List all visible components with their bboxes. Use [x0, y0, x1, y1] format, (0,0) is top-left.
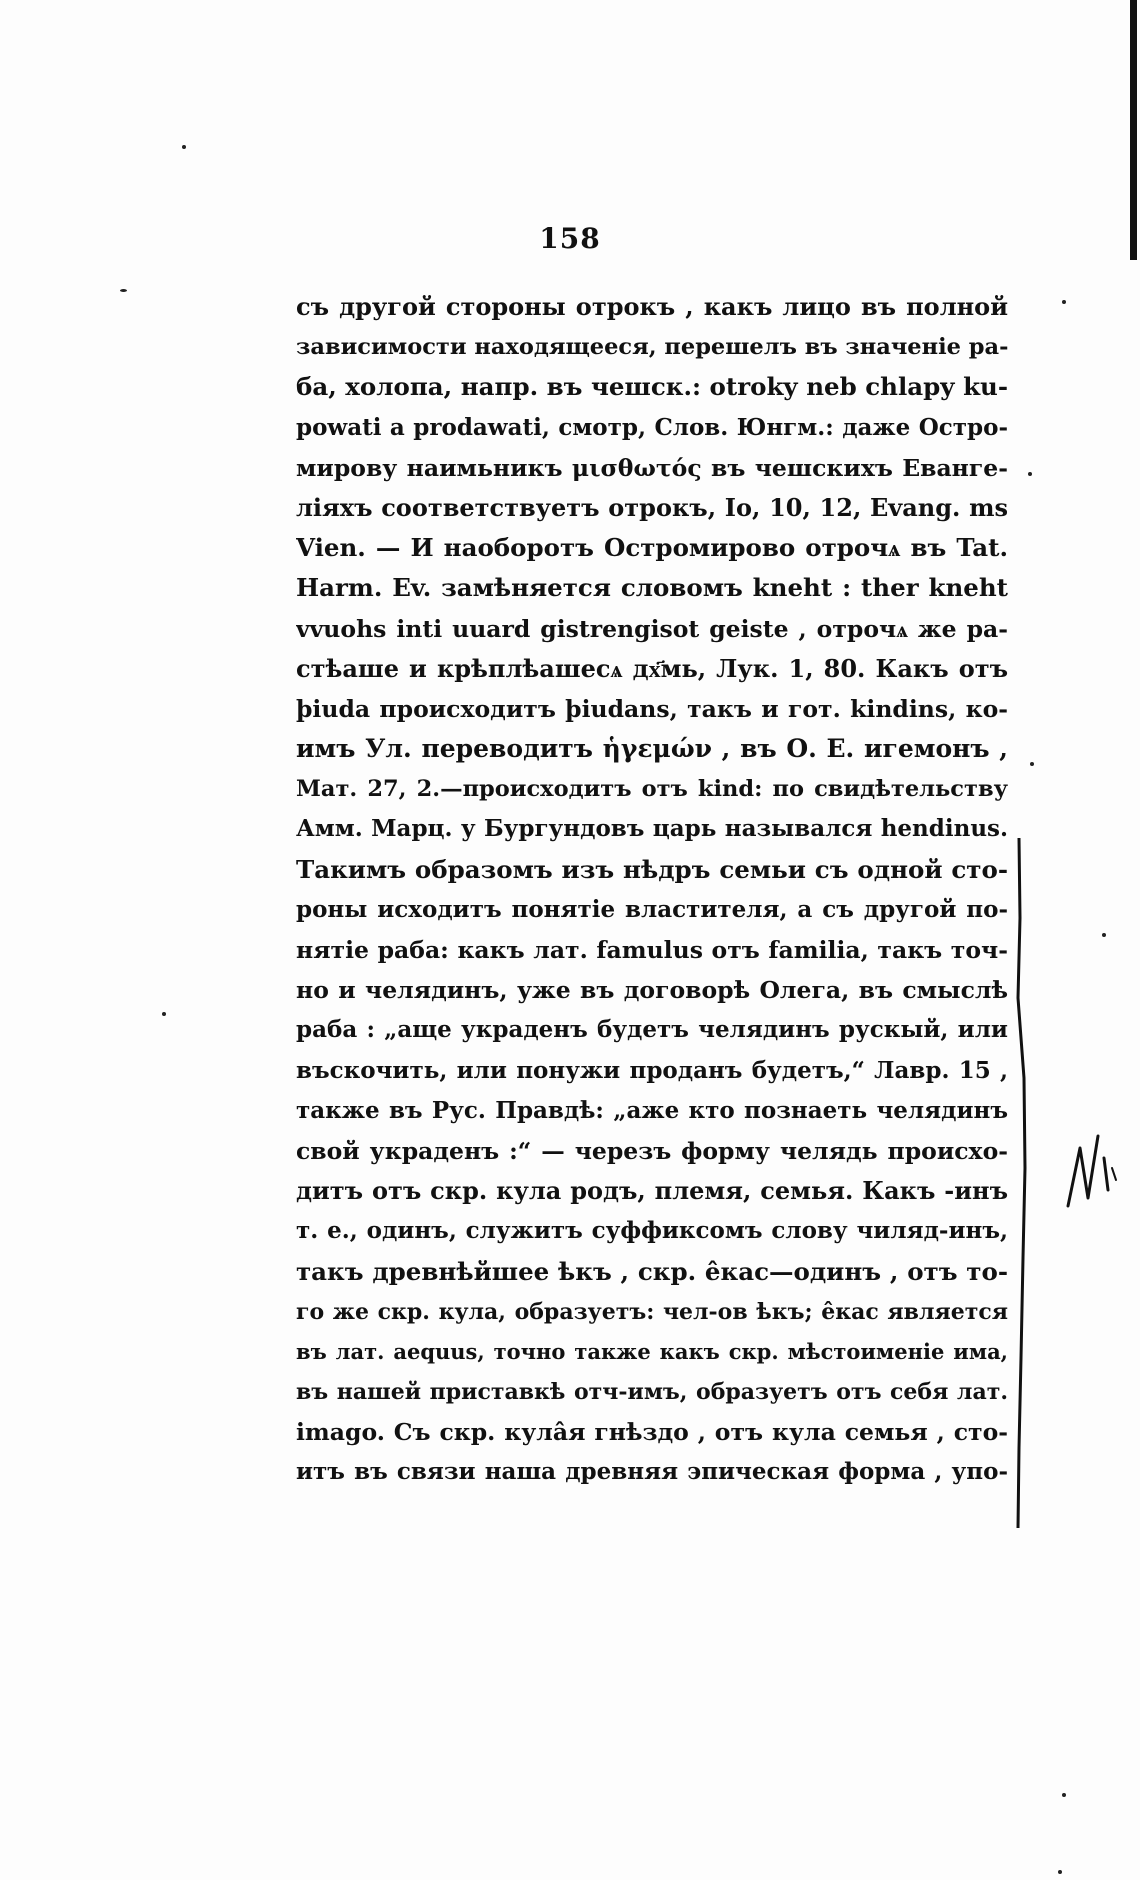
page-edge-shadow — [1130, 0, 1137, 260]
text-line: зависимости находящееся, перешелъ въ значенiе ра- — [296, 334, 1008, 361]
text-line: þiuda происходитъ þiudans, такъ и гот. kindins, ко- — [296, 694, 1008, 723]
body-text — [296, 287, 1008, 1493]
text-line: такъ древнѣйшее ѣкъ , скр. êкас—одинъ , отъ то- — [296, 1256, 1008, 1286]
text-line: итъ въ связи наша древняя эпическая форма , упо- — [296, 1458, 1008, 1486]
text-line: Такимъ образомъ изъ нѣдръ семьи съ одной сто- — [296, 854, 1008, 884]
text-line: дитъ отъ скр. кула родъ, племя, семья. Какъ -инъ — [296, 1176, 1008, 1206]
text-line: но и челядинъ, уже въ договорѣ Олега, въ смыслѣ — [296, 976, 1008, 1005]
text-line: въ нашей приставкѣ отч-имъ, образуетъ отъ себя лат. — [296, 1379, 1008, 1406]
text-line: Vien. — И наоборотъ Остромирово отрочѧ въ Tat. — [296, 533, 1008, 563]
scan-speck — [1062, 300, 1066, 304]
text-line: ба, холопа, напр. въ чешск.: otroky neb chlapy ku- — [296, 372, 1008, 402]
text-line: го же скр. кула, образуетъ: чел-ов ѣкъ; êкас является — [296, 1298, 1008, 1325]
scan-speck — [1030, 762, 1034, 766]
text-line: powati a prodawati, смотр, Слов. Юнгм.: даже Остро- — [296, 413, 1008, 441]
text-line: свой украденъ :“ — черезъ форму челядь происхо- — [296, 1136, 1008, 1165]
scan-speck — [120, 289, 127, 292]
text-line: роны исходитъ понятiе властителя, а съ другой по- — [296, 895, 1008, 923]
scan-speck — [1028, 472, 1032, 476]
text-line: мирову наимьникъ μισθωτός въ чешскихъ Еванге- — [296, 453, 1008, 482]
page-number: 158 — [539, 222, 601, 255]
text-line: также въ Рус. Правдѣ: „аже кто познаеть челядинъ — [296, 1096, 1008, 1124]
text-line: imago. Съ скр. кулâя гнѣздо , отъ кула семья , сто- — [296, 1418, 1008, 1447]
text-line: въ лат. aequus, точно также какъ скр. мѣстоименiе има, — [296, 1338, 1008, 1364]
text-line: т. е., одинъ, служитъ суффиксомъ слову чиляд-инъ, — [296, 1217, 1008, 1245]
scan-speck — [1102, 933, 1106, 937]
scan-speck — [162, 1012, 166, 1016]
text-line: имъ Ул. переводитъ ἡγεμών , въ О. Е. игемонъ , — [296, 734, 1008, 764]
scan-speck — [1062, 1793, 1066, 1797]
text-line: въскочить, или понужи проданъ будетъ,“ Лавр. 15 , — [296, 1056, 1008, 1084]
text-line: нятiе раба: какъ лат. famulus отъ familia, такъ точ- — [296, 936, 1008, 964]
text-line: лiяхъ соответствуетъ отрокъ, Io, 10, 12, Evang. ms — [296, 492, 1008, 522]
text-line: съ другой стороны отрокъ , какъ лицо въ полной — [296, 292, 1008, 321]
handwritten-margin-note — [1062, 1128, 1122, 1210]
text-line: Harm. Ev. замѣняется словомъ kneht : ther kneht — [296, 573, 1008, 603]
scan-speck — [182, 145, 186, 149]
text-line: стѣаше и крѣплѣашесѧ дх҃мь, Лук. 1, 80. Какъ отъ — [296, 653, 1008, 683]
text-line: Амм. Марц. у Бургундовъ царь назывался hendinus. — [296, 815, 1008, 843]
margin-bracket-mark — [1015, 838, 1029, 1528]
text-line: Мат. 27, 2.—происходитъ отъ kind: по свидѣтельству — [296, 776, 1008, 803]
text-line: vvuohs inti uuard gistrengisot geiste , отрочѧ же ра- — [296, 614, 1008, 643]
text-line: раба : „аще украденъ будетъ челядинъ рускый, или — [296, 1016, 1008, 1044]
scan-speck — [1058, 1870, 1062, 1874]
